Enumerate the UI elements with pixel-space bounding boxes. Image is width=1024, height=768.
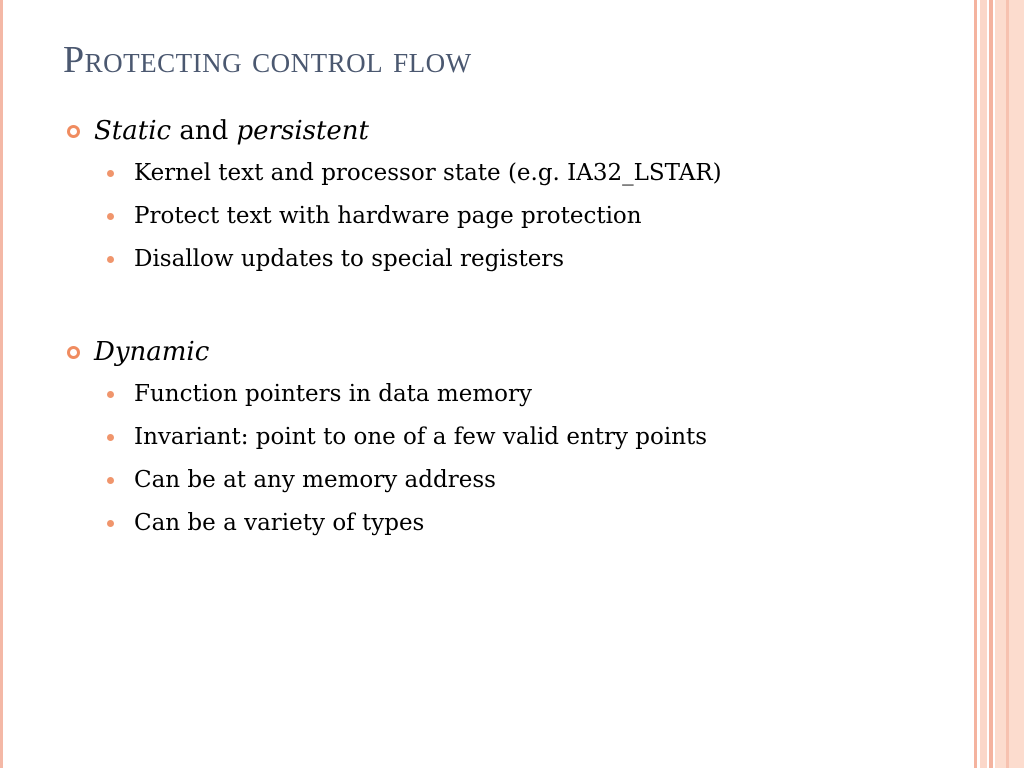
list-item bbox=[62, 373, 962, 416]
dot-bullet-icon bbox=[107, 434, 114, 441]
heading-word-static: Static bbox=[94, 116, 172, 146]
right-decorative-stripe bbox=[989, 0, 993, 768]
right-decorative-stripe bbox=[980, 0, 987, 768]
list-item bbox=[62, 152, 962, 195]
list-item-text: Invariant: point to one of a few valid entry points bbox=[134, 424, 708, 450]
heading-word-dynamic: Dynamic bbox=[94, 337, 210, 367]
heading-word-persistent: persistent bbox=[236, 116, 370, 146]
dot-bullet-icon bbox=[107, 520, 114, 527]
section-heading-dynamic bbox=[62, 331, 962, 373]
left-border-line bbox=[0, 0, 3, 768]
slide-title: Protecting control flow bbox=[63, 39, 472, 81]
section-spacer bbox=[62, 281, 962, 331]
slide-body bbox=[62, 110, 962, 545]
list-item bbox=[62, 238, 962, 281]
dot-bullet-icon bbox=[107, 477, 114, 484]
heading-word-and: and bbox=[179, 116, 229, 146]
list-item-text: Can be a variety of types bbox=[134, 510, 425, 536]
section-heading-static bbox=[62, 110, 962, 152]
list-item bbox=[62, 416, 962, 459]
list-item-text: Can be at any memory address bbox=[134, 467, 496, 493]
ring-bullet-icon bbox=[67, 125, 80, 138]
right-decorative-stripe bbox=[1006, 0, 1009, 768]
list-item-text: Protect text with hardware page protection bbox=[134, 203, 642, 229]
list-item-text: Disallow updates to special registers bbox=[134, 246, 565, 272]
ring-bullet-icon bbox=[67, 346, 80, 359]
list-item bbox=[62, 502, 962, 545]
list-item-text: Function pointers in data memory bbox=[134, 381, 532, 407]
right-decorative-stripe bbox=[974, 0, 977, 768]
list-item bbox=[62, 459, 962, 502]
dot-bullet-icon bbox=[107, 391, 114, 398]
dot-bullet-icon bbox=[107, 213, 114, 220]
right-decorative-stripe bbox=[995, 0, 1024, 768]
dot-bullet-icon bbox=[107, 256, 114, 263]
list-item-text: Kernel text and processor state (e.g. IA32_LSTAR) bbox=[134, 160, 722, 186]
list-item bbox=[62, 195, 962, 238]
dot-bullet-icon bbox=[107, 170, 114, 177]
